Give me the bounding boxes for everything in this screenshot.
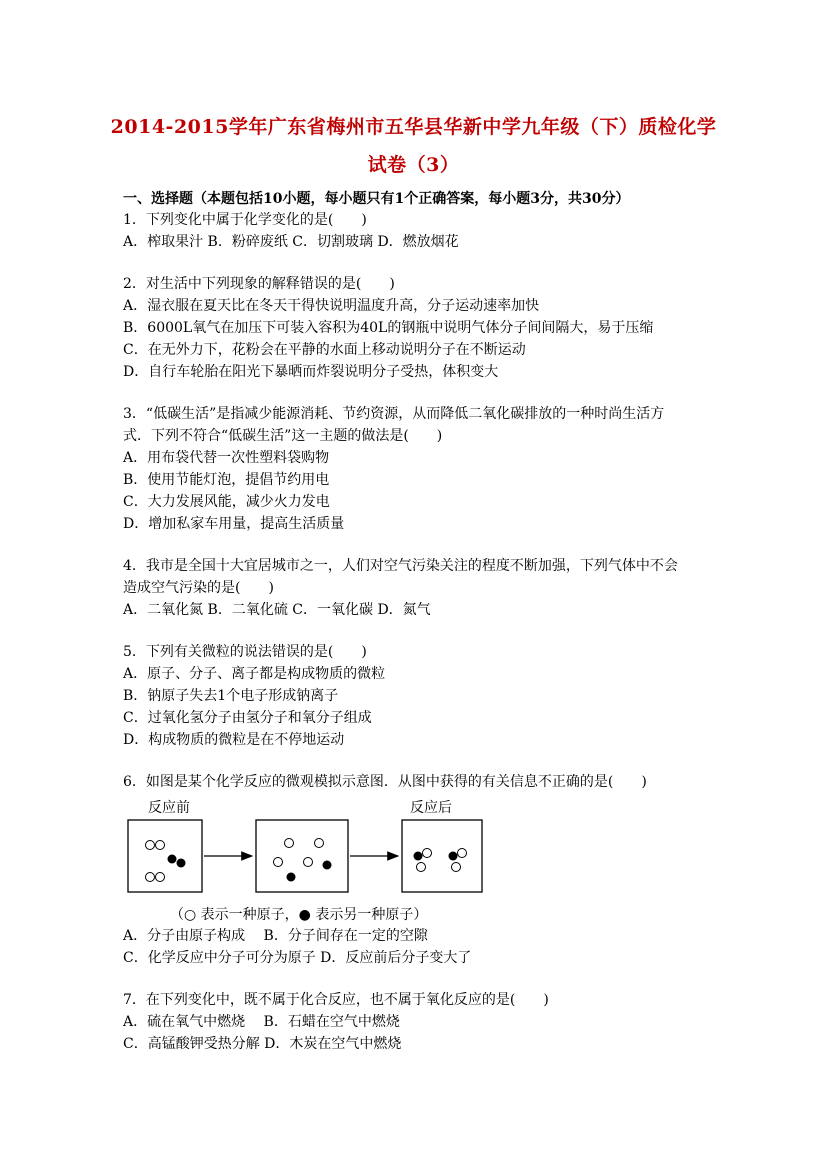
section-heading: 一、选择题（本题包括10小题，每小题只有1个正确答案，每小题3分，共30分） [123, 191, 630, 207]
question-4-stem-line-1: 4．我市是全国十大宜居城市之一，人们对空气污染关注的程度不断加强，下列气体中不会 [123, 558, 678, 574]
question-5-option-c: C．过氧化氢分子由氢分子和氧分子组成 [123, 710, 372, 726]
question-7-stem: 7．在下列变化中，既不属于化合反应，也不属于氧化反应的是( ) [123, 992, 549, 1008]
question-6-stem: 6．如图是某个化学反应的微观模拟示意图．从图中获得的有关信息不正确的是( ) [123, 774, 647, 790]
question-3-stem-line-1: 3．“低碳生活”是指减少能源消耗、节约资源，从而降低二氧化碳排放的一种时尚生活方 [123, 406, 665, 422]
question-4-stem-line-2: 造成空气污染的是( ) [123, 580, 274, 596]
question-4-options: A．二氧化氮 B．二氧化硫 C．一氧化碳 D．氮气 [123, 602, 431, 618]
diagram-before-label: 反应前 [148, 800, 190, 816]
after-molecules [414, 849, 467, 872]
question-5-stem: 5．下列有关微粒的说法错误的是( ) [123, 644, 367, 660]
question-5-option-d: D．构成物质的微粒是在不停地运动 [123, 732, 345, 748]
question-3-stem-line-2: 式．下列不符合“低碳生活”这一主题的做法是( ) [123, 428, 443, 444]
question-3-option-a: A．用布袋代替一次性塑料袋购物 [123, 450, 330, 466]
question-6-options-ab: A．分子由原子构成 B．分子间存在一定的空隙 [123, 928, 428, 944]
question-2-option-c: C．在无外力下，花粉会在平静的水面上移动说明分子在不断运动 [123, 342, 526, 358]
question-3-option-b: B．使用节能灯泡，提倡节约用电 [123, 472, 330, 488]
before-reaction-box [128, 820, 202, 892]
page-title-line-2: 试卷（3） [367, 154, 460, 176]
before-molecules [146, 841, 186, 882]
diagram-after-label: 反应后 [410, 800, 452, 816]
separated-atoms [274, 839, 332, 882]
question-2-option-a: A．湿衣服在夏天比在冬天干得快说明温度升高，分子运动速率加快 [123, 298, 540, 314]
question-2-option-d: D．自行车轮胎在阳光下暴晒而炸裂说明分子受热，体积变大 [123, 364, 499, 380]
question-7-options-ab: A．硫在氧气中燃烧 B．石蜡在空气中燃烧 [123, 1014, 400, 1030]
question-3-option-c: C．大力发展风能，减少火力发电 [123, 494, 330, 510]
question-1-options: A．榨取果汁 B．粉碎废纸 C．切割玻璃 D．燃放烟花 [123, 234, 459, 250]
middle-stage-box [256, 820, 348, 892]
page-title-line-1: 2014-2015学年广东省梅州市五华县华新中学九年级（下）质检化学 [110, 116, 717, 138]
question-2-option-b: B．6000L氧气在加压下可装入容积为40L的钢瓶中说明气体分子间间隔大，易于压缩 [123, 320, 654, 336]
reaction-diagram [120, 790, 500, 900]
question-5-option-b: B．钠原子失去1个电子形成钠离子 [123, 688, 339, 704]
question-2-stem: 2．对生活中下列现象的解释错误的是( ) [123, 276, 395, 292]
question-7-options-cd: C．高锰酸钾受热分解 D．木炭在空气中燃烧 [123, 1036, 402, 1052]
question-6-options-cd: C．化学反应中分子可分为原子 D．反应前后分子变大了 [123, 950, 472, 966]
question-3-option-d: D．增加私家车用量，提高生活质量 [123, 516, 345, 532]
diagram-legend: （○ 表示一种原子，● 表示另一种原子） [170, 907, 428, 923]
question-1-stem: 1．下列变化中属于化学变化的是( ) [123, 212, 367, 228]
question-5-option-a: A．原子、分子、离子都是构成物质的微粒 [123, 666, 386, 682]
